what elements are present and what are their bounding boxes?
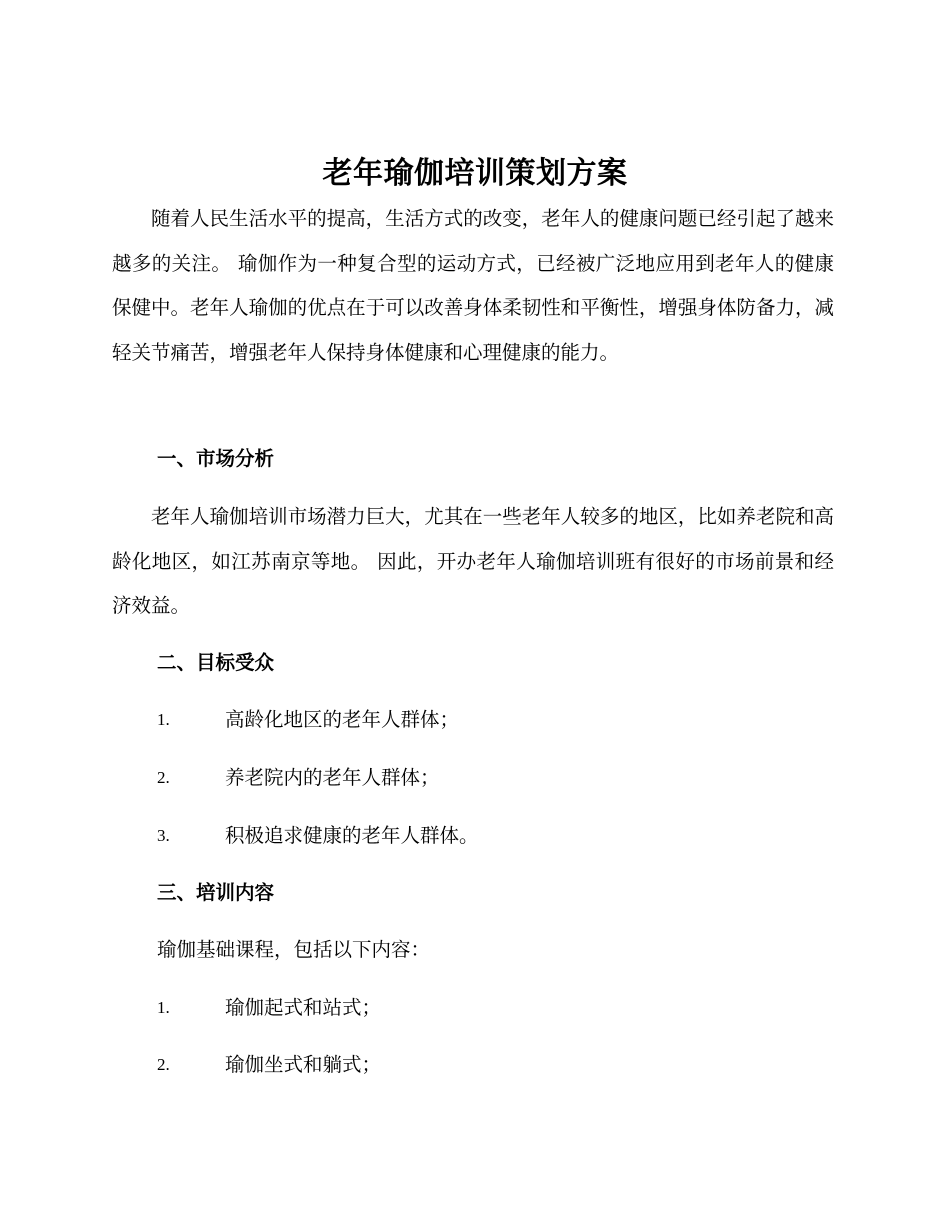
list-item-number: 1. xyxy=(157,710,170,729)
section-heading-market-analysis: 一、市场分析 xyxy=(157,447,275,470)
list-item-number: 2. xyxy=(157,768,170,787)
section-heading-training-content: 三、培训内容 xyxy=(157,881,275,904)
list-item-text: 积极追求健康的老年人群体。 xyxy=(225,824,479,847)
market-analysis-paragraph: 老年人瑜伽培训市场潜力巨大，尤其在一些老年人较多的地区，比如养老院和高龄化地区，如江苏南京等地。 因此，开办老年人瑜伽培训班有很好的市场前景和经济效益。 xyxy=(112,505,834,617)
list-item-text: 瑜伽起式和站式； xyxy=(225,996,382,1019)
list-item-text: 高龄化地区的老年人群体； xyxy=(225,708,460,731)
list-item-number: 1. xyxy=(157,998,170,1017)
document-title: 老年瑜伽培训策划方案 xyxy=(322,156,628,191)
section-heading-target-audience: 二、目标受众 xyxy=(157,651,275,674)
training-content-lead: 瑜伽基础课程，包括以下内容： xyxy=(157,938,431,961)
list-item-number: 2. xyxy=(157,1055,170,1074)
list-item-number: 3. xyxy=(157,826,170,845)
list-item-text: 瑜伽坐式和躺式； xyxy=(225,1053,382,1076)
intro-paragraph: 随着人民生活水平的提高，生活方式的改变，老年人的健康问题已经引起了越来越多的关注。 瑜伽作为一种复合型的运动方式，已经被广泛地应用到老年人的健康保健中。老年人瑜伽的优点在于可以改善身体柔韧性和平衡性，增强身体防备力，减轻关节痛苦，增强老年人保持身体健康和心理健康的能力。 xyxy=(112,207,834,364)
list-item-text: 养老院内的老年人群体； xyxy=(225,766,440,789)
